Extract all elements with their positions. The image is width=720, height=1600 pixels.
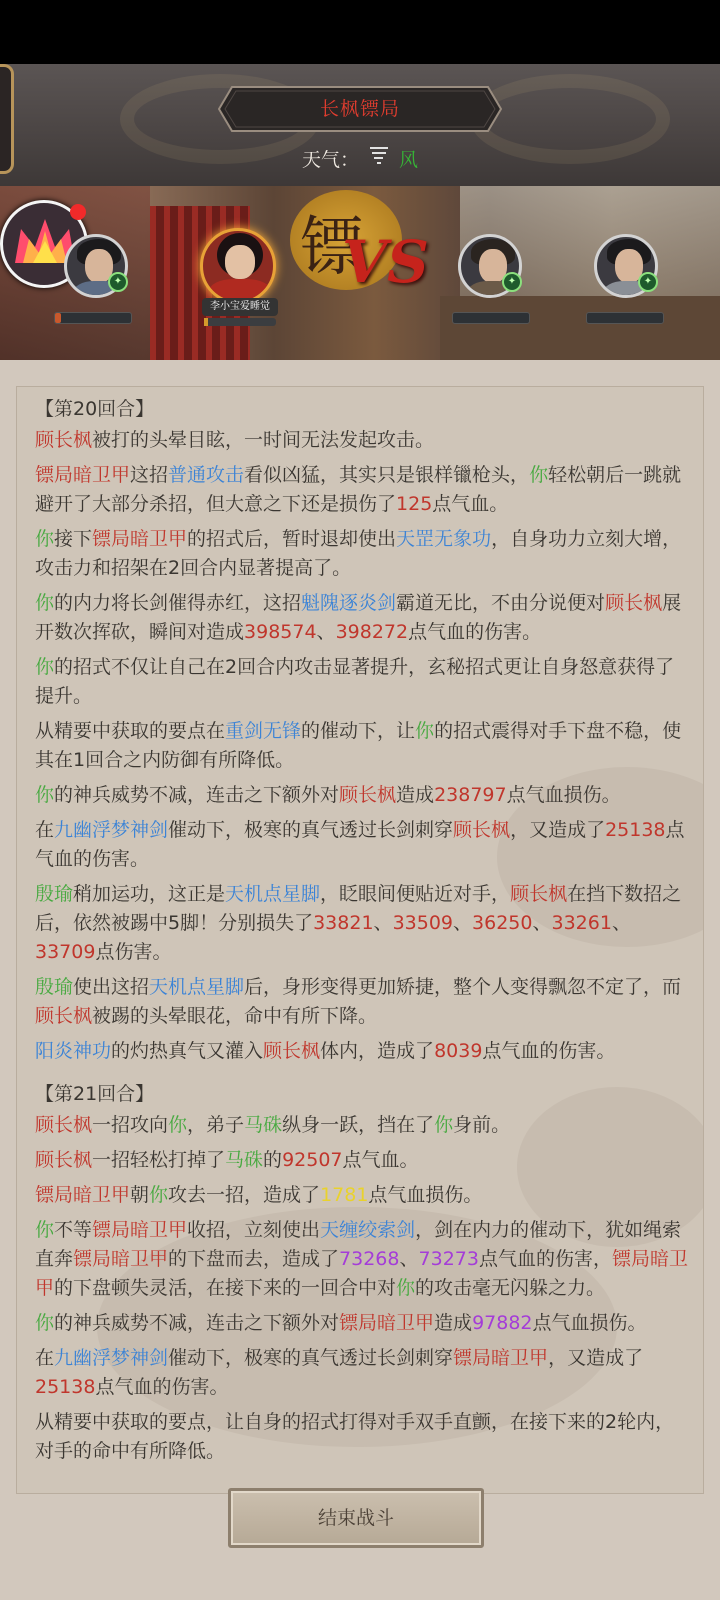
log-text: 点气血。 [342, 1149, 419, 1171]
battle-log-page [0, 360, 720, 1600]
ally-1-health-bar [54, 312, 132, 324]
weather-label: 天气： [301, 149, 359, 171]
character-name: 镖局暗卫甲 [92, 528, 188, 550]
log-text: 点气血的伤害。 [35, 819, 685, 870]
log-entry [35, 781, 689, 810]
log-text: 的灼热真气又灌入 [111, 1040, 264, 1062]
damage-value: 25138 [605, 819, 666, 841]
log-entry [35, 426, 689, 455]
damage-value: 25138 [35, 1376, 96, 1398]
character-name: 镖局暗卫甲 [453, 1347, 549, 1369]
ally-name: 你 [35, 1219, 55, 1241]
log-entry [35, 1344, 689, 1402]
skill-name: 普通攻击 [168, 464, 245, 486]
damage-value: 73273 [418, 1248, 479, 1270]
log-text: 点气血损伤。 [368, 1184, 483, 1206]
log-text: 朝 [130, 1184, 150, 1206]
log-entry [35, 589, 689, 647]
damage-value: 238797 [434, 784, 507, 806]
escort-sign-char: 镖 [300, 211, 364, 285]
skill-name: 九幽浮梦神剑 [54, 1347, 169, 1369]
weapon-gem-icon: ✦ [108, 272, 128, 292]
character-name: 镖局暗卫甲 [92, 1219, 188, 1241]
log-text: 被踢的头晕眼花，命中有所下降。 [92, 1005, 378, 1027]
log-text: 、 [611, 912, 631, 934]
skill-name: 天机点星脚 [225, 883, 321, 905]
ally-name: 殷瑜 [35, 976, 74, 998]
battle-scene [0, 186, 720, 360]
damage-value: 398574 [244, 621, 317, 643]
log-text: 的催动下，让 [301, 720, 416, 742]
skill-name: 天缠绞索剑 [320, 1219, 416, 1241]
ally-name: 你 [434, 1114, 454, 1136]
skill-name: 阳炎神功 [35, 1040, 112, 1062]
log-text: 这招 [130, 464, 169, 486]
ally-name: 你 [149, 1184, 169, 1206]
damage-value: 33509 [392, 912, 454, 934]
damage-value: 1781 [320, 1184, 369, 1206]
damage-value: 398272 [335, 621, 409, 643]
status-bar [0, 0, 720, 64]
damage-value: 125 [396, 493, 433, 515]
damage-value: 92507 [282, 1149, 343, 1171]
ally-name: 你 [35, 1312, 55, 1334]
notification-dot [70, 204, 86, 220]
log-entry [35, 1111, 689, 1140]
log-entry [35, 1216, 689, 1303]
ally-name: 马硃 [225, 1149, 264, 1171]
damage-value: 36250 [472, 912, 533, 934]
log-text: ，剑在内力的催动下，犹如绳索直奔 [35, 1219, 682, 1270]
ally-name: 你 [35, 528, 55, 550]
tornado-icon [365, 144, 393, 171]
log-text: 、 [399, 1248, 419, 1270]
log-text: 被打的头晕目眩，一时间无法发起攻击。 [92, 429, 435, 451]
round-21-entries [35, 1111, 689, 1466]
log-text: 后，身形变得更加矫捷，整个人变得飘忽不定了，而 [244, 976, 682, 998]
character-name: 镖局暗卫甲 [35, 1184, 131, 1206]
character-name: 镖局暗卫甲 [73, 1248, 169, 1270]
character-name: 顾长枫 [453, 819, 511, 841]
log-text: 在挡下数招之后，依然被踢中5脚！分别损失了 [35, 883, 682, 934]
log-text: 的 [263, 1149, 283, 1171]
log-entry [35, 973, 689, 1031]
log-text: 收招，立刻使出 [187, 1219, 321, 1241]
skill-name: 重剑无锋 [225, 720, 302, 742]
enemy-1-health-bar [452, 312, 530, 324]
log-text: 点气血的伤害。 [482, 1040, 616, 1062]
skill-name: 魁隗逐炎剑 [301, 592, 397, 614]
log-text: 点气血损伤。 [532, 1312, 647, 1334]
log-text: 点气血损伤。 [506, 784, 621, 806]
character-name: 顾长枫 [605, 592, 663, 614]
log-text: 的神兵威势不减，连击之下额外对 [54, 784, 340, 806]
log-text: 的神兵威势不减，连击之下额外对 [54, 1312, 340, 1334]
log-text: 一招轻松打掉了 [92, 1149, 226, 1171]
end-battle-button[interactable]: 结束战斗 [228, 1488, 484, 1548]
log-text: 催动下，极寒的真气透过长剑刺穿 [168, 819, 454, 841]
log-text: ，自身功力立刻大增，攻击力和招架在2回合内显著提高了。 [35, 528, 682, 579]
log-text: 点气血的伤害。 [95, 1376, 229, 1398]
log-text: 一招攻向 [92, 1114, 169, 1136]
log-entry [35, 461, 689, 519]
skill-name: 九幽浮梦神剑 [54, 819, 169, 841]
log-entry [35, 880, 689, 967]
battle-log [35, 395, 689, 1472]
damage-value: 97882 [472, 1312, 533, 1334]
character-name: 顾长枫 [35, 1149, 93, 1171]
player-name-tag: 李小宝爱睡觉 [202, 298, 278, 316]
log-text: 、 [373, 912, 393, 934]
damage-value: 73268 [339, 1248, 400, 1270]
damage-value: 33261 [551, 912, 612, 934]
log-text: 接下 [54, 528, 93, 550]
log-entry [35, 1309, 689, 1338]
character-name: 顾长枫 [263, 1040, 321, 1062]
log-text: 点气血的伤害， [478, 1248, 612, 1270]
log-text: 造成 [396, 784, 435, 806]
log-text: 纵身一跃，挡在了 [282, 1114, 435, 1136]
log-text: ，又造成了 [510, 819, 606, 841]
log-text: 身前。 [453, 1114, 511, 1136]
log-entry [35, 1181, 689, 1210]
ally-name: 你 [35, 656, 55, 678]
log-text: 在 [35, 1347, 55, 1369]
log-text: 在 [35, 819, 55, 841]
ally-name: 殷瑜 [35, 883, 74, 905]
round-20-entries [35, 426, 689, 1066]
log-text: 的招式不仅让自己在2回合内攻击显著提升，玄秘招式更让自身怒意获得了提升。 [35, 656, 675, 707]
character-name: 顾长枫 [35, 1114, 93, 1136]
log-text: 轻松朝后一跳就避开了大部分杀招，但大意之下还是损伤了 [35, 464, 682, 515]
ally-name: 你 [529, 464, 549, 486]
log-text: 体内，造成了 [320, 1040, 435, 1062]
skill-name: 天罡无象功 [396, 528, 492, 550]
log-text: 的招式后，暂时退却使出 [187, 528, 397, 550]
log-text: 的内力将长剑催得赤红，这招 [54, 592, 302, 614]
log-text: 点气血。 [432, 493, 509, 515]
character-name: 顾长枫 [510, 883, 568, 905]
log-text: ，眨眼间便贴近对手， [320, 883, 511, 905]
log-text: 展开数次挥砍，瞬间对造成 [35, 592, 682, 643]
log-text: 稍加运功，这正是 [73, 883, 226, 905]
damage-value: 33709 [35, 941, 96, 963]
character-name: 镖局暗卫甲 [35, 1248, 688, 1299]
character-name: 顾长枫 [35, 429, 93, 451]
log-text: 的下盘而去，造成了 [168, 1248, 340, 1270]
weapon-gem-icon: ✦ [502, 272, 522, 292]
log-text: 、 [453, 912, 473, 934]
log-text: 的招式震得对手下盘不稳，使其在1回合之内防御有所降低。 [35, 720, 682, 771]
log-text: 、 [532, 912, 552, 934]
character-name: 镖局暗卫甲 [339, 1312, 435, 1334]
log-text: 攻去一招，造成了 [168, 1184, 321, 1206]
log-text: 看似凶猛，其实只是银样镴枪头， [244, 464, 530, 486]
skill-name: 天机点星脚 [149, 976, 245, 998]
player-avatar[interactable] [200, 228, 276, 304]
ally-name: 你 [396, 1277, 416, 1299]
ground [440, 296, 720, 360]
log-text: 使出这招 [73, 976, 150, 998]
player-rage-bar [204, 318, 276, 326]
log-text: 、 [316, 621, 336, 643]
ally-name: 你 [35, 784, 55, 806]
weather-value: 风 [399, 149, 419, 171]
log-text: 点伤害。 [95, 941, 172, 963]
battle-log-panel[interactable] [16, 386, 704, 1494]
character-name: 顾长枫 [339, 784, 397, 806]
log-text: ，弟子 [187, 1114, 245, 1136]
log-text: 造成 [434, 1312, 473, 1334]
log-entry [35, 653, 689, 711]
character-name: 顾长枫 [35, 1005, 93, 1027]
enemy-2-health-bar [586, 312, 664, 324]
log-entry [35, 1037, 689, 1066]
weather-info [0, 144, 720, 172]
log-text: 从精要中获取的要点在 [35, 720, 226, 742]
vs-label: VS [342, 228, 429, 296]
log-entry [35, 816, 689, 874]
header [0, 64, 720, 186]
ally-name: 你 [415, 720, 435, 742]
log-text: 的下盘顿失灵活，在接下来的一回合中对 [54, 1277, 397, 1299]
damage-value: 8039 [434, 1040, 483, 1062]
log-text: 催动下，极寒的真气透过长剑刺穿 [168, 1347, 454, 1369]
log-text: 点气血的伤害。 [408, 621, 542, 643]
ally-name: 你 [168, 1114, 188, 1136]
log-entry [35, 1146, 689, 1175]
round-header: 【第20回合】 [35, 398, 155, 420]
log-text: ，又造成了 [548, 1347, 644, 1369]
log-text: 不等 [54, 1219, 93, 1241]
log-text: 从精要中获取的要点，让自身的招式打得对手双手直颤，在接下来的2轮内，对手的命中有所降低。 [35, 1411, 675, 1462]
log-text: 霸道无比，不由分说便对 [396, 592, 606, 614]
log-text: 的攻击毫无闪躲之力。 [415, 1277, 606, 1299]
character-name: 镖局暗卫甲 [35, 464, 131, 486]
damage-value: 33821 [313, 912, 374, 934]
log-entry [35, 717, 689, 775]
ally-name: 你 [35, 592, 55, 614]
log-entry [35, 1408, 689, 1466]
log-entry [35, 525, 689, 583]
weapon-gem-icon: ✦ [638, 272, 658, 292]
round-header: 【第21回合】 [35, 1083, 155, 1105]
page-title: 长枫镖局 [319, 98, 400, 120]
ally-name: 马硃 [244, 1114, 283, 1136]
title-plate [218, 86, 502, 132]
